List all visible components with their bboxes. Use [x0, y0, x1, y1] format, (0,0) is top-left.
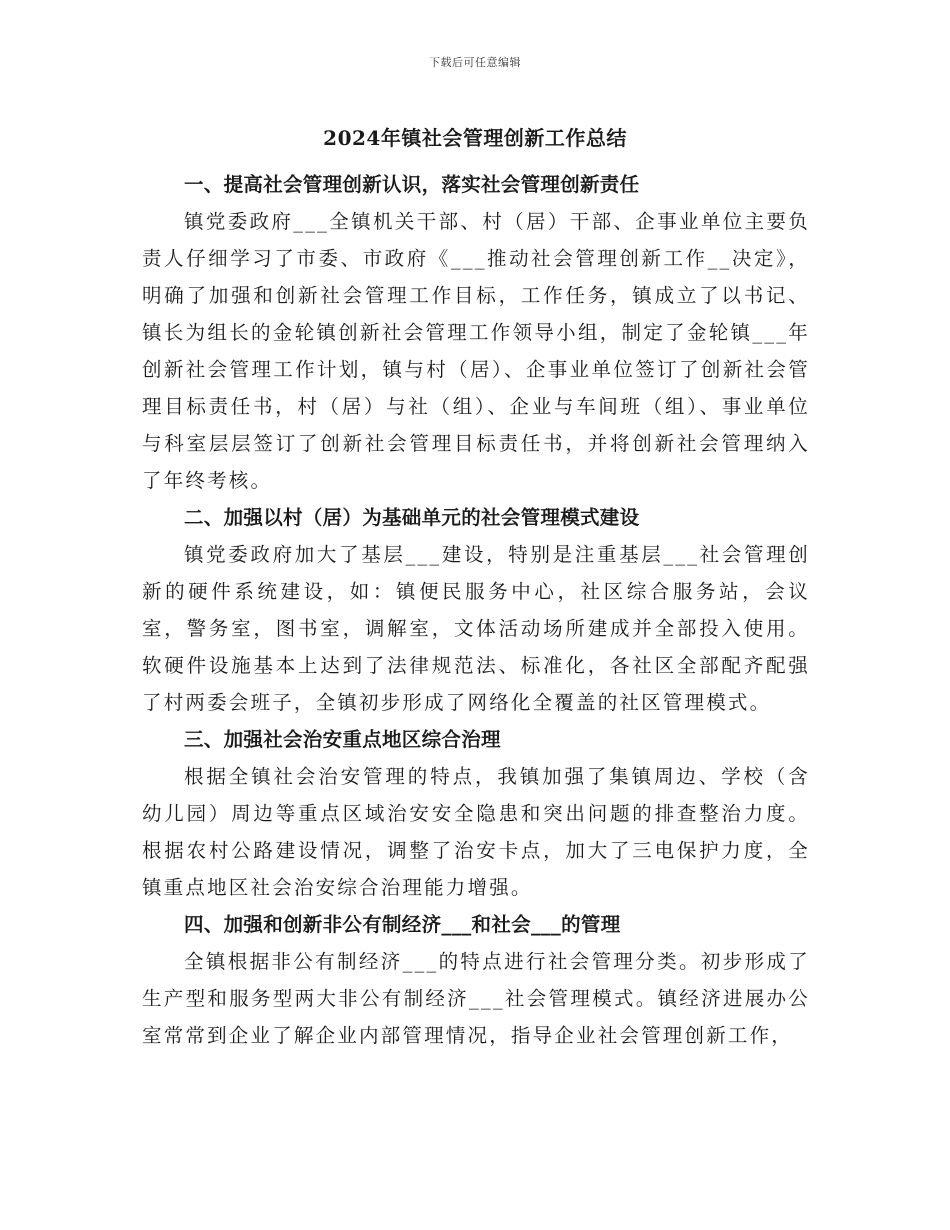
document-title: 2024年镇社会管理创新工作总结: [323, 126, 627, 150]
section-paragraph-3: 根据全镇社会治安管理的特点，我镇加强了集镇周边、学校（含幼儿园）周边等重点区域治安安全隐患和突出问题的排查整治力度。根据农村公路建设情况，调整了治安卡点，加大了三电保护力度，全镇重点地区社会治安综合治理能力增强。: [142, 765, 810, 899]
section-heading-1: 一、提高社会管理创新认识，落实社会管理创新责任: [184, 173, 640, 196]
section-paragraph-4: 全镇根据非公有制经济___的特点进行社会管理分类。初步形成了生产型和服务型两大非公有制经济___社会管理模式。镇经济进展办公室常常到企业了解企业内部管理情况，指导企业社会管理创新工作，: [142, 950, 810, 1047]
section-paragraph-1: 镇党委政府___全镇机关干部、村（居）干部、企事业单位主要负责人仔细学习了市委、市政府《___推动社会管理创新工作__决定》，明确了加强和创新社会管理工作目标，工作任务，镇成立了以书记、镇长为组长的金轮镇创新社会管理工作领导小组，制定了金轮镇___年创新社会管理工作计划，镇与村（居）、企事业单位签订了创新社会管理目标责任书，村（居）与社（组）、企业与车间班（组）、事业单位与科室层层签订了创新社会管理目标责任书，并将创新社会管理纳入了年终考核。: [142, 210, 810, 492]
document-body: [142, 166, 810, 1054]
section-heading-2: 二、加强以村（居）为基础单元的社会管理模式建设: [184, 506, 640, 529]
section-paragraph-2: 镇党委政府加大了基层___建设，特别是注重基层___社会管理创新的硬件系统建设，如：镇便民服务中心，社区综合服务站，会议室，警务室，图书室，调解室，文体活动场所建成并全部投入使用。软硬件设施基本上达到了法律规范法、标准化，各社区全部配齐配强了村两委会班子，全镇初步形成了网络化全覆盖的社区管理模式。: [142, 543, 810, 714]
section-heading-3: 三、加强社会治安重点地区综合治理: [184, 728, 501, 751]
page-header-note: 下载后可任意编辑: [429, 56, 521, 69]
section-heading-4: 四、加强和创新非公有制经济___和社会___的管理: [184, 913, 621, 936]
